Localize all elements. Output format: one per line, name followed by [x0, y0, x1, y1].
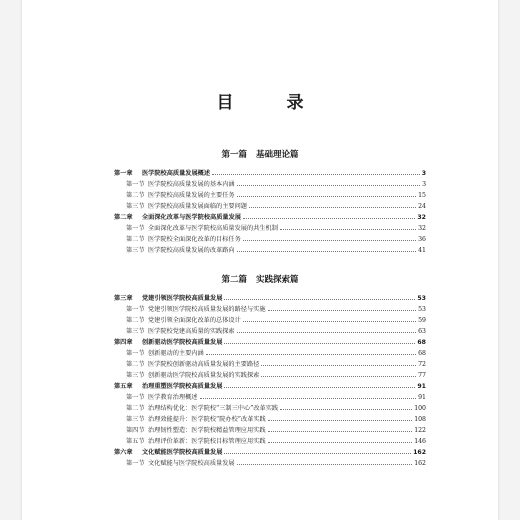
toc-page-number: 24 [418, 203, 426, 210]
toc-row-label: 第二节 [126, 236, 145, 243]
toc-section-row [114, 314, 426, 325]
toc-row-title: 医学院校高质量发展概述 [142, 170, 211, 177]
toc-row-title: 医学院校高质量发展的改革路向 [148, 247, 235, 254]
toc-section-row [114, 178, 426, 189]
toc-row-label: 第三节 [126, 247, 145, 254]
part-number: 第二篇 [221, 275, 248, 285]
dot-leader [237, 325, 417, 333]
dot-leader [206, 347, 416, 355]
toc-page-number: 91 [417, 383, 426, 390]
toc-chapter-row [114, 446, 426, 457]
toc-section-row [114, 424, 426, 435]
toc-section-row [114, 222, 426, 233]
toc-row-title: 全面深化改革与医学院校高质量发展 [142, 214, 241, 221]
toc-row-label: 第二节 [126, 405, 145, 412]
toc-row-label: 第三章 [114, 295, 133, 302]
toc-page-number: 53 [418, 306, 426, 313]
toc-row-label: 第一章 [114, 170, 133, 177]
toc-row-title: 全面深化改革与医学院校高质量发展的共生机制 [148, 225, 278, 232]
toc-row-label: 第二节 [126, 192, 145, 199]
toc-section-row [114, 325, 426, 336]
dot-leader [224, 336, 415, 344]
toc-row-label: 第三节 [126, 372, 145, 379]
toc-page-number: 63 [418, 328, 426, 335]
part-heading [22, 273, 498, 285]
toc-section-row [114, 391, 426, 402]
toc-page-number: 36 [418, 236, 426, 243]
toc-row-title: 治理评价革新：医学院校目标管理应用实践 [148, 438, 266, 445]
dot-leader [237, 178, 420, 186]
toc-list [114, 167, 426, 255]
toc-section-row [114, 189, 426, 200]
toc-row-label: 第一节 [126, 394, 145, 401]
toc-row-title: 医学院校高质量发展的基本内涵 [148, 181, 235, 188]
toc-row-label: 第二节 [126, 361, 145, 368]
toc-row-label: 第一节 [126, 460, 145, 467]
toc-section-row [114, 233, 426, 244]
dot-leader [224, 446, 411, 454]
part-name: 基础理论篇 [255, 150, 299, 160]
toc-row-title: 医学院校创新驱动高质量发展的主要路径 [148, 361, 260, 368]
dot-leader [249, 200, 416, 208]
toc-row-title: 党建引领全面深化改革的总体设计 [148, 317, 241, 324]
toc-row-title: 创新驱动医学院校高质量发展 [142, 339, 223, 346]
toc-page-number: 3 [421, 170, 426, 177]
toc-page-number: 122 [414, 427, 426, 434]
toc-section-row [114, 244, 426, 255]
part-heading [22, 148, 498, 160]
dot-leader [268, 413, 412, 421]
toc-row-title: 医学院校全面深化改革的目标任务 [148, 236, 241, 243]
toc-row-title: 医学院校党建高质量的实践探索 [148, 328, 235, 335]
toc-section-row [114, 457, 426, 468]
toc-row-label: 第三节 [126, 328, 145, 335]
toc-chapter-row [114, 380, 426, 391]
toc-page [22, 0, 498, 520]
dot-leader [243, 211, 415, 219]
dot-leader [268, 424, 413, 432]
toc-chapter-row [114, 211, 426, 222]
toc-row-label: 第一节 [126, 225, 145, 232]
toc-section-row [114, 413, 426, 424]
toc-row-title: 党建引领医学院校高质量发展的路径与实施 [148, 306, 266, 313]
toc-section-row [114, 200, 426, 211]
dot-leader [237, 244, 417, 252]
dot-leader [261, 358, 416, 366]
part-number: 第一篇 [221, 150, 248, 160]
toc-page-number: 108 [414, 416, 426, 423]
dot-leader [200, 391, 417, 399]
toc-page-number: 100 [414, 405, 426, 412]
toc-row-title: 治理结构优化：医学院校“三制三中心”改革实践 [148, 405, 279, 412]
toc-row-label: 第一节 [126, 181, 145, 188]
dot-leader [243, 233, 416, 241]
dot-leader [280, 222, 416, 230]
toc-row-title: 治理韧性塑造：医学院校精益管理应用实践 [148, 427, 266, 434]
dot-leader [243, 314, 416, 322]
toc-section-row [114, 435, 426, 446]
dot-leader [224, 292, 415, 300]
toc-page-number: 162 [414, 460, 426, 467]
toc-row-label: 第四章 [114, 339, 133, 346]
toc-page-number: 53 [417, 295, 426, 302]
toc-section-row [114, 358, 426, 369]
toc-section-row [114, 347, 426, 358]
toc-row-label: 第五章 [114, 383, 133, 390]
toc-row-label: 第二章 [114, 214, 133, 221]
toc-row-label: 第二节 [126, 317, 145, 324]
toc-row-title: 治理重塑医学院校高质量发展 [142, 383, 223, 390]
toc-row-label: 第三节 [126, 203, 145, 210]
toc-page-number: 32 [418, 225, 426, 232]
dot-leader [212, 167, 420, 175]
toc-page-number: 41 [418, 247, 426, 254]
toc-chapter-row [114, 167, 426, 178]
toc-row-title: 医学教育治理概述 [148, 394, 198, 401]
page-title: 目 录 [216, 93, 322, 113]
toc-row-label: 第五节 [126, 438, 145, 445]
toc-page-number: 68 [417, 339, 426, 346]
toc-page-number: 68 [418, 350, 426, 357]
dot-leader [280, 402, 412, 410]
toc-row-label: 第一节 [126, 350, 145, 357]
toc-row-title: 创新驱动医学院校高质量发展的实践探索 [148, 372, 260, 379]
dot-leader [268, 435, 413, 443]
dot-leader [261, 369, 416, 377]
toc-row-title: 文化赋能医学院校高质量发展 [142, 449, 223, 456]
toc-row-title: 创新驱动的主要内涵 [148, 350, 204, 357]
toc-page-number: 72 [418, 361, 426, 368]
toc-page-number: 162 [413, 449, 426, 456]
toc-page-number: 59 [418, 317, 426, 324]
toc-row-title: 医学院校高质量发展面临的主要问题 [148, 203, 247, 210]
toc-row-label: 第四节 [126, 427, 145, 434]
dot-leader [237, 457, 413, 465]
toc-list [114, 292, 426, 468]
toc-page-number: 146 [414, 438, 426, 445]
dot-leader [237, 189, 417, 197]
toc-chapter-row [114, 336, 426, 347]
toc-section-row [114, 303, 426, 314]
toc-section-row [114, 402, 426, 413]
toc-page-number: 32 [417, 214, 426, 221]
part-name: 实践探索篇 [255, 275, 299, 285]
toc-row-title: 医学院校高质量发展的主要任务 [148, 192, 235, 199]
toc-chapter-row [114, 292, 426, 303]
toc-row-label: 第一节 [126, 306, 145, 313]
toc-page-number: 3 [422, 181, 426, 188]
toc-row-title: 党建引领医学院校高质量发展 [142, 295, 223, 302]
toc-row-label: 第六章 [114, 449, 133, 456]
dot-leader [268, 303, 417, 311]
toc-row-title: 文化赋能与医学院校高质量发展 [148, 460, 235, 467]
toc-row-label: 第三节 [126, 416, 145, 423]
toc-page-number: 77 [418, 372, 426, 379]
toc-page-number: 15 [418, 192, 426, 199]
dot-leader [224, 380, 415, 388]
toc-page-number: 91 [418, 394, 426, 401]
toc-row-title: 治理效能提升：医学院校“院办校”改革实践 [148, 416, 266, 423]
toc-section-row [114, 369, 426, 380]
